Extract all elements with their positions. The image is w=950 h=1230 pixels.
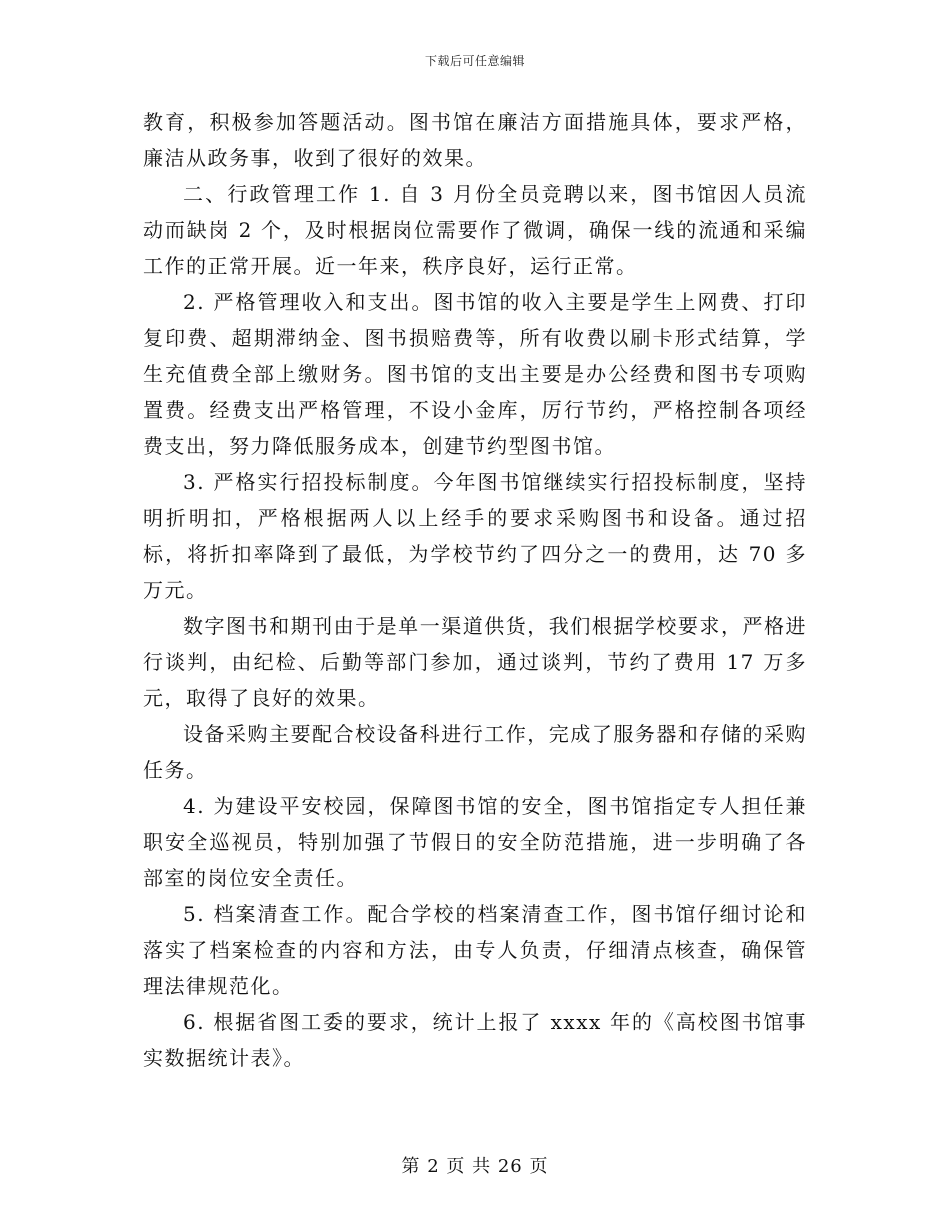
- paragraph-income-expense: 2. 严格管理收入和支出。图书馆的收入主要是学生上网费、打印复印费、超期滞纳金、图书损赔费等，所有收费以刷卡形式结算，学生充值费全部上缴财务。图书馆的支出主要是办公经费和图书专项购置费。经费支出严格管理，不设小金库，厉行节约，严格控制各项经费支出，努力降低服务成本，创建节约型图书馆。: [143, 290, 807, 458]
- paragraph-continuation: 教育，积极参加答题活动。图书馆在廉洁方面措施具体，要求严格，廉洁从政务事，收到了很好的效果。: [143, 110, 807, 170]
- page-number: 第 2 页 共 26 页: [401, 1156, 549, 1177]
- page-header-note: 下载后可任意编辑: [424, 54, 525, 68]
- paragraph-archives: 5. 档案清查工作。配合学校的档案清查工作，图书馆仔细讨论和落实了档案检查的内容和方法，由专人负责，仔细清点核查，确保管理法律规范化。: [143, 902, 807, 998]
- paragraph-safety: 4. 为建设平安校园，保障图书馆的安全，图书馆指定专人担任兼职安全巡视员，特别加强了节假日的安全防范措施，进一步明确了各部室的岗位安全责任。: [143, 794, 807, 890]
- paragraph-statistics: 6. 根据省图工委的要求，统计上报了 xxxx 年的《高校图书馆事实数据统计表》。: [143, 1010, 807, 1070]
- paragraph-digital-books: 数字图书和期刊由于是单一渠道供货，我们根据学校要求，严格进行谈判，由纪检、后勤等部门参加，通过谈判，节约了费用 17 万多元，取得了良好的效果。: [143, 614, 807, 710]
- paragraph-equipment: 设备采购主要配合校设备科进行工作，完成了服务器和存储的采购任务。: [143, 722, 807, 782]
- paragraph-bidding: 3. 严格实行招投标制度。今年图书馆继续实行招投标制度，坚持明折明扣，严格根据两人以上经手的要求采购图书和设备。通过招标，将折扣率降到了最低，为学校节约了四分之一的费用，达 70 多万元。: [143, 470, 807, 602]
- document-body: [143, 104, 807, 1076]
- paragraph-admin-work: 二、行政管理工作 1. 自 3 月份全员竞聘以来，图书馆因人员流动而缺岗 2 个，及时根据岗位需要作了微调，确保一线的流通和采编工作的正常开展。近一年来，秩序良好，运行正常。: [143, 182, 807, 278]
